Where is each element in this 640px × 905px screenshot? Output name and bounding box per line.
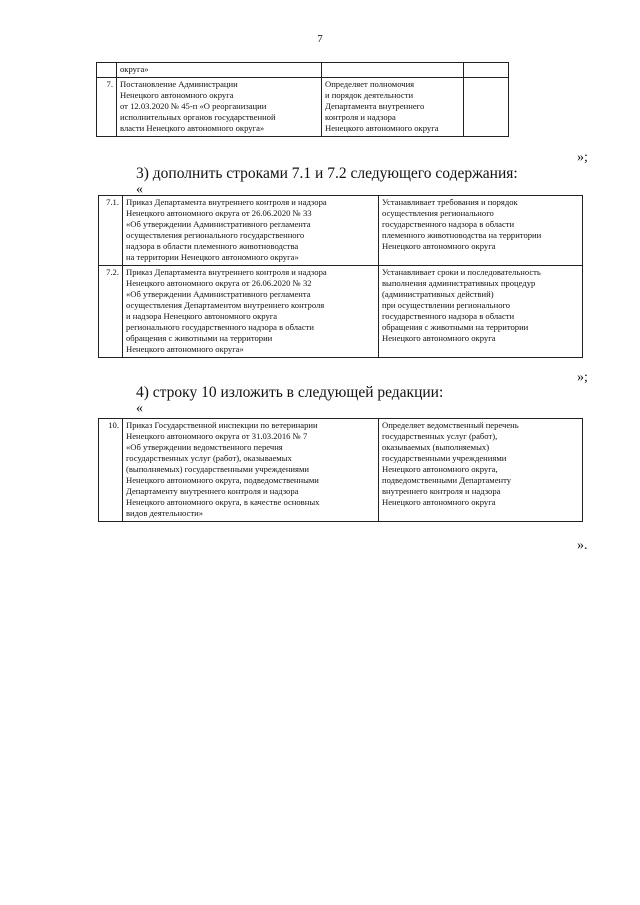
extra-cell	[464, 63, 509, 78]
section-heading: 3) дополнить строками 7.1 и 7.2 следующего содержания:	[136, 165, 518, 182]
table-continuation	[96, 62, 509, 137]
table-replacement	[98, 418, 583, 522]
row-number: 7.	[97, 78, 117, 137]
document-cell: округа»	[117, 63, 322, 78]
description-cell: Определяет полномочия и порядок деятельности Департамента внутреннего контроля и надзора Ненецкого автономного округа	[322, 78, 464, 137]
row-number: 10.	[99, 419, 123, 522]
extra-cell	[464, 78, 509, 137]
document-cell: Приказ Департамента внутреннего контроля и надзора Ненецкого автономного округа от 26.06.2020 № 32 «Об утверждении Административного регламента осуществления Департаментом внутреннего контроля и надзора Ненецкого автономного округа регионального государственного надзора в области обращения с животными на территории Ненецкого автономного округа»	[123, 266, 379, 358]
opening-quote: «	[136, 182, 143, 197]
page-number: 7	[317, 33, 323, 45]
opening-quote: «	[136, 401, 143, 416]
table-row	[99, 419, 583, 522]
closing-quote: »;	[577, 370, 588, 385]
row-number	[97, 63, 117, 78]
document-cell: Приказ Департамента внутреннего контроля и надзора Ненецкого автономного округа от 26.06.2020 № 33 «Об утверждении Административного регламента осуществления регионального государственного надзора в области племенного животноводства на территории Ненецкого автономного округа»	[123, 196, 379, 266]
description-cell: Устанавливает сроки и последовательность выполнения административных процедур (административных действий) при осуществлении регионального государственного надзора в области обращения с животными на территории Ненецкого автономного округа	[379, 266, 583, 358]
document-cell: Постановление Администрации Ненецкого автономного округа от 12.03.2020 № 45-п «О реорганизации исполнительных органов государственной власти Ненецкого автономного округа»	[117, 78, 322, 137]
document-cell: Приказ Государственной инспекции по ветеринарии Ненецкого автономного округа от 31.03.2016 № 7 «Об утверждении ведомственного перечня государственных услуг (работ), оказываемых (выполняемых) государственными учреждениями Ненецкого автономного округа, подведомственными Департаменту внутреннего контроля и надзора Ненецкого автономного округа, в качестве основных видов деятельности»	[123, 419, 379, 522]
table-additions	[98, 195, 583, 358]
closing-quote: »;	[577, 150, 588, 165]
section-heading: 4) строку 10 изложить в следующей редакции:	[136, 384, 444, 401]
table-row	[97, 78, 509, 137]
table-row	[99, 266, 583, 358]
description-cell	[322, 63, 464, 78]
row-number: 7.2.	[99, 266, 123, 358]
description-cell: Устанавливает требования и порядок осуществления регионального государственного надзора в области племенного животноводства на территории Ненецкого автономного округа	[379, 196, 583, 266]
closing-quote: ».	[577, 538, 588, 553]
description-cell: Определяет ведомственный перечень государственных услуг (работ), оказываемых (выполняемых) государственными учреждениями Ненецкого автономного округа, подведомственными Департаменту внутреннего контроля и надзора Ненецкого автономного округа	[379, 419, 583, 522]
table-row	[99, 196, 583, 266]
table-row	[97, 63, 509, 78]
row-number: 7.1.	[99, 196, 123, 266]
